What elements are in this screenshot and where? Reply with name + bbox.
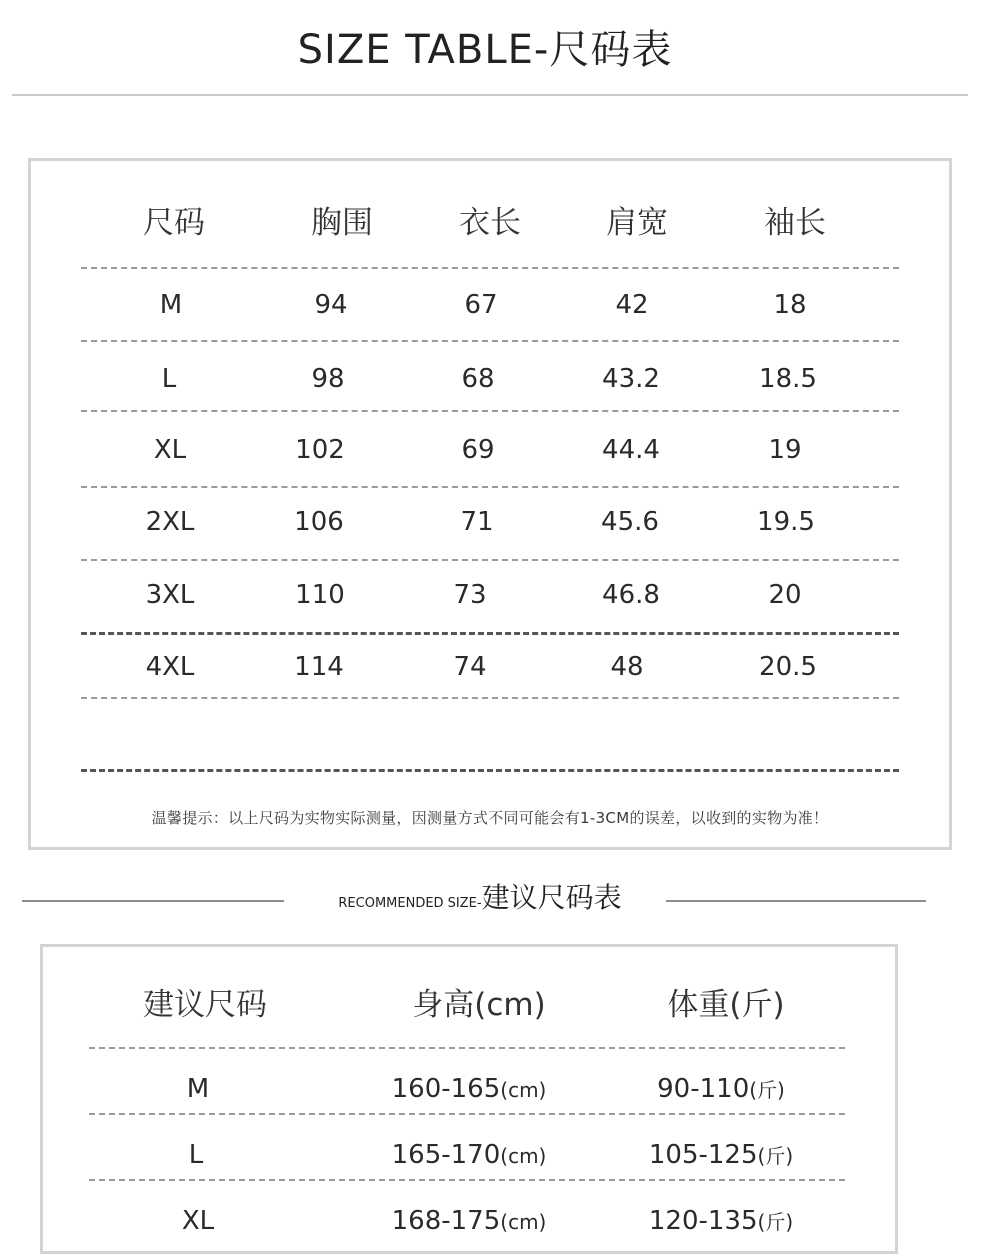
header-length: 衣长 [459,205,521,241]
cell-height [349,1069,589,1110]
header-sleeve: 袖长 [764,205,826,241]
cell-chest: 106 [294,507,344,537]
row-divider [81,340,899,342]
header-chest: 胸围 [311,205,373,241]
page-title: SIZE TABLE-尺码表 [297,27,673,73]
cell-length: 67 [464,290,498,320]
cell-shoulder: 44.4 [602,435,660,465]
size-table [28,158,952,850]
weight-value: 90-110 [657,1074,750,1104]
weight-value: 120-135 [648,1206,758,1236]
cell-length: 71 [460,507,494,537]
title-divider [12,94,968,96]
recommended-title-cn: 建议尺码表 [481,881,622,914]
row-divider [81,769,899,772]
cell-size: M [159,290,183,320]
row-divider [81,267,899,269]
cell-size: L [188,1140,204,1170]
cell-weight [601,1069,841,1110]
cell-height [349,1135,589,1176]
cell-length: 68 [461,364,495,394]
height-unit: (cm) [500,1078,547,1102]
row-divider [81,486,899,488]
table-row [31,430,949,470]
header-shoulder: 肩宽 [606,205,668,241]
row-divider [89,1113,845,1115]
cell-size: XL [181,1206,215,1236]
row-divider [81,410,899,412]
weight-unit: (斤) [749,1078,785,1102]
table-row [43,1135,895,1175]
height-value: 165-170 [391,1140,501,1170]
recommended-size-table [40,944,898,1254]
cell-sleeve: 19 [768,435,802,465]
row-divider [81,697,899,699]
cell-chest: 114 [294,652,344,682]
height-unit: (cm) [500,1144,547,1168]
recommended-table-header [43,985,895,1025]
size-table-header [31,203,949,243]
header-height: 身高(cm) [412,987,546,1023]
row-divider [89,1047,845,1049]
cell-shoulder: 48 [610,652,644,682]
table-row [43,1069,895,1109]
weight-value: 105-125 [648,1140,758,1170]
cell-size: M [186,1074,210,1104]
cell-length: 69 [461,435,495,465]
height-value: 168-175 [391,1206,501,1236]
cell-shoulder: 46.8 [602,580,660,610]
table-row [31,285,949,325]
weight-unit: (斤) [757,1144,794,1168]
row-divider [89,1179,845,1181]
cell-sleeve: 18 [773,290,807,320]
header-size: 尺码 [143,205,205,241]
table-row [31,647,949,687]
recommended-rule-right [666,900,926,902]
measurement-note: 温馨提示：以上尺码为实物实际测量，因测量方式不同可能会有1-3CM的误差，以收到的实物为准！ [151,809,829,827]
height-unit: (cm) [500,1210,547,1234]
weight-unit: (斤) [757,1210,794,1234]
cell-length: 73 [453,580,487,610]
row-divider [81,632,899,635]
header-weight: 体重(斤) [667,987,785,1023]
cell-chest: 94 [314,290,348,320]
cell-chest: 98 [311,364,345,394]
height-value: 160-165 [391,1074,501,1104]
cell-size: 4XL [145,652,195,682]
cell-shoulder: 42 [615,290,649,320]
recommended-title-en: RECOMMENDED SIZE- [338,896,482,911]
cell-weight [601,1201,841,1242]
row-divider [81,559,899,561]
cell-height [349,1201,589,1242]
header-recommended-size: 建议尺码 [143,987,267,1023]
table-row [31,502,949,542]
cell-size: XL [153,435,187,465]
cell-sleeve: 18.5 [759,364,817,394]
cell-size: 3XL [145,580,195,610]
cell-sleeve: 19.5 [757,507,815,537]
cell-length: 74 [453,652,487,682]
table-row [31,359,949,399]
table-row [43,1201,895,1241]
cell-size: 2XL [145,507,195,537]
recommended-title [0,876,960,916]
cell-chest: 110 [295,580,345,610]
cell-sleeve: 20.5 [759,652,817,682]
table-row [31,575,949,615]
cell-chest: 102 [295,435,345,465]
cell-size: L [161,364,177,394]
cell-sleeve: 20 [768,580,802,610]
cell-shoulder: 43.2 [602,364,660,394]
cell-weight [601,1135,841,1176]
cell-shoulder: 45.6 [601,507,659,537]
